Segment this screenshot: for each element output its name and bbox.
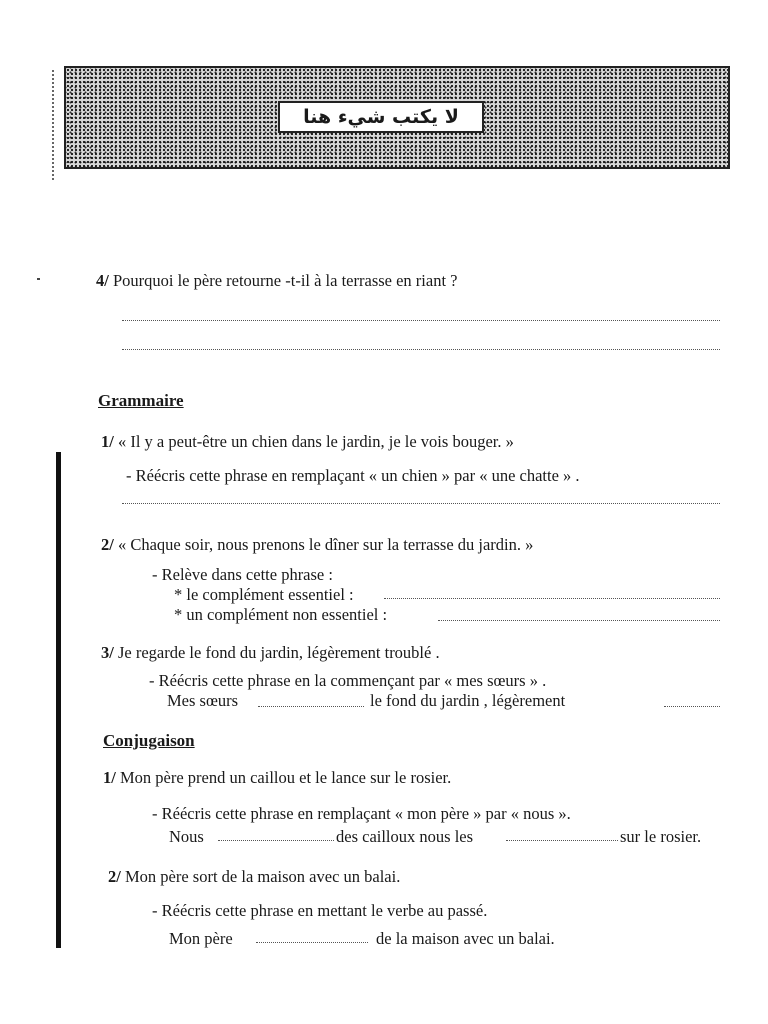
conjugaison-q1-number: 1/ <box>103 768 116 787</box>
grammaire-q3-number: 3/ <box>101 643 114 662</box>
answer-line[interactable] <box>122 503 720 504</box>
answer-blank[interactable] <box>258 706 364 707</box>
question-4 <box>96 271 458 291</box>
grammaire-q3-start: Mes sœurs <box>167 691 239 710</box>
answer-blank[interactable] <box>218 840 334 841</box>
answer-blank[interactable] <box>256 942 368 943</box>
grammaire-q3-instruction: - Réécris cette phrase en la commençant par « mes sœurs » . <box>149 671 547 690</box>
grammaire-q2-instruction: - Relève dans cette phrase : <box>152 565 333 584</box>
answer-line[interactable] <box>384 598 720 599</box>
conjugaison-q2-number: 2/ <box>108 867 121 886</box>
conjugaison-q2-sentence: Mon père sort de la maison avec un balai. <box>124 867 401 886</box>
grammaire-question-1 <box>101 432 514 452</box>
conjugaison-question-1 <box>103 768 451 788</box>
grammaire-q1-instruction: - Réécris cette phrase en remplaçant « un chien » par « une chatte » . <box>126 466 580 485</box>
grammaire-question-3 <box>101 643 440 663</box>
conjugaison-question-2 <box>108 867 400 887</box>
conjugaison-q1-middle: des cailloux nous les <box>336 827 474 846</box>
conjugaison-q1-sentence: Mon père prend un caillou et le lance sur le rosier. <box>119 768 452 787</box>
answer-line[interactable] <box>438 620 720 621</box>
do-not-write-notice: لا يكتب شيء هنا <box>278 101 484 133</box>
grammaire-q3-middle: le fond du jardin , légèrement <box>370 691 566 710</box>
grammaire-heading: Grammaire <box>98 391 184 410</box>
margin-rule <box>56 452 61 948</box>
conjugaison-q1-start: Nous <box>169 827 204 846</box>
conjugaison-q1-instruction: - Réécris cette phrase en remplaçant « mon père » par « nous ». <box>152 804 571 823</box>
grammaire-q2-item-2: * un complément non essentiel : <box>174 605 388 624</box>
conjugaison-q1-end: sur le rosier. <box>620 827 702 846</box>
conjugaison-q2-instruction: - Réécris cette phrase en mettant le verbe au passé. <box>152 901 488 920</box>
grammaire-q1-sentence: « Il y a peut-être un chien dans le jardin, je le vois bouger. » <box>117 432 514 451</box>
conjugaison-heading: Conjugaison <box>103 731 195 750</box>
answer-blank[interactable] <box>664 706 720 707</box>
do-not-write-banner <box>64 66 730 169</box>
scan-edge-mark <box>52 70 57 180</box>
answer-blank[interactable] <box>506 840 618 841</box>
answer-line[interactable] <box>122 320 720 321</box>
question-4-text: Pourquoi le père retourne -t-il à la terrasse en riant ? <box>112 271 458 290</box>
scan-mark <box>37 278 40 280</box>
conjugaison-q2-end: de la maison avec un balai. <box>376 929 555 948</box>
grammaire-q2-item-1: * le complément essentiel : <box>174 585 354 604</box>
conjugaison-q2-start: Mon père <box>169 929 233 948</box>
grammaire-question-2 <box>101 535 533 555</box>
grammaire-q3-sentence: Je regarde le fond du jardin, légèrement troublé . <box>117 643 440 662</box>
grammaire-q2-sentence: « Chaque soir, nous prenons le dîner sur la terrasse du jardin. » <box>117 535 534 554</box>
answer-line[interactable] <box>122 349 720 350</box>
grammaire-q1-number: 1/ <box>101 432 114 451</box>
question-4-number: 4/ <box>96 271 109 290</box>
grammaire-q2-number: 2/ <box>101 535 114 554</box>
